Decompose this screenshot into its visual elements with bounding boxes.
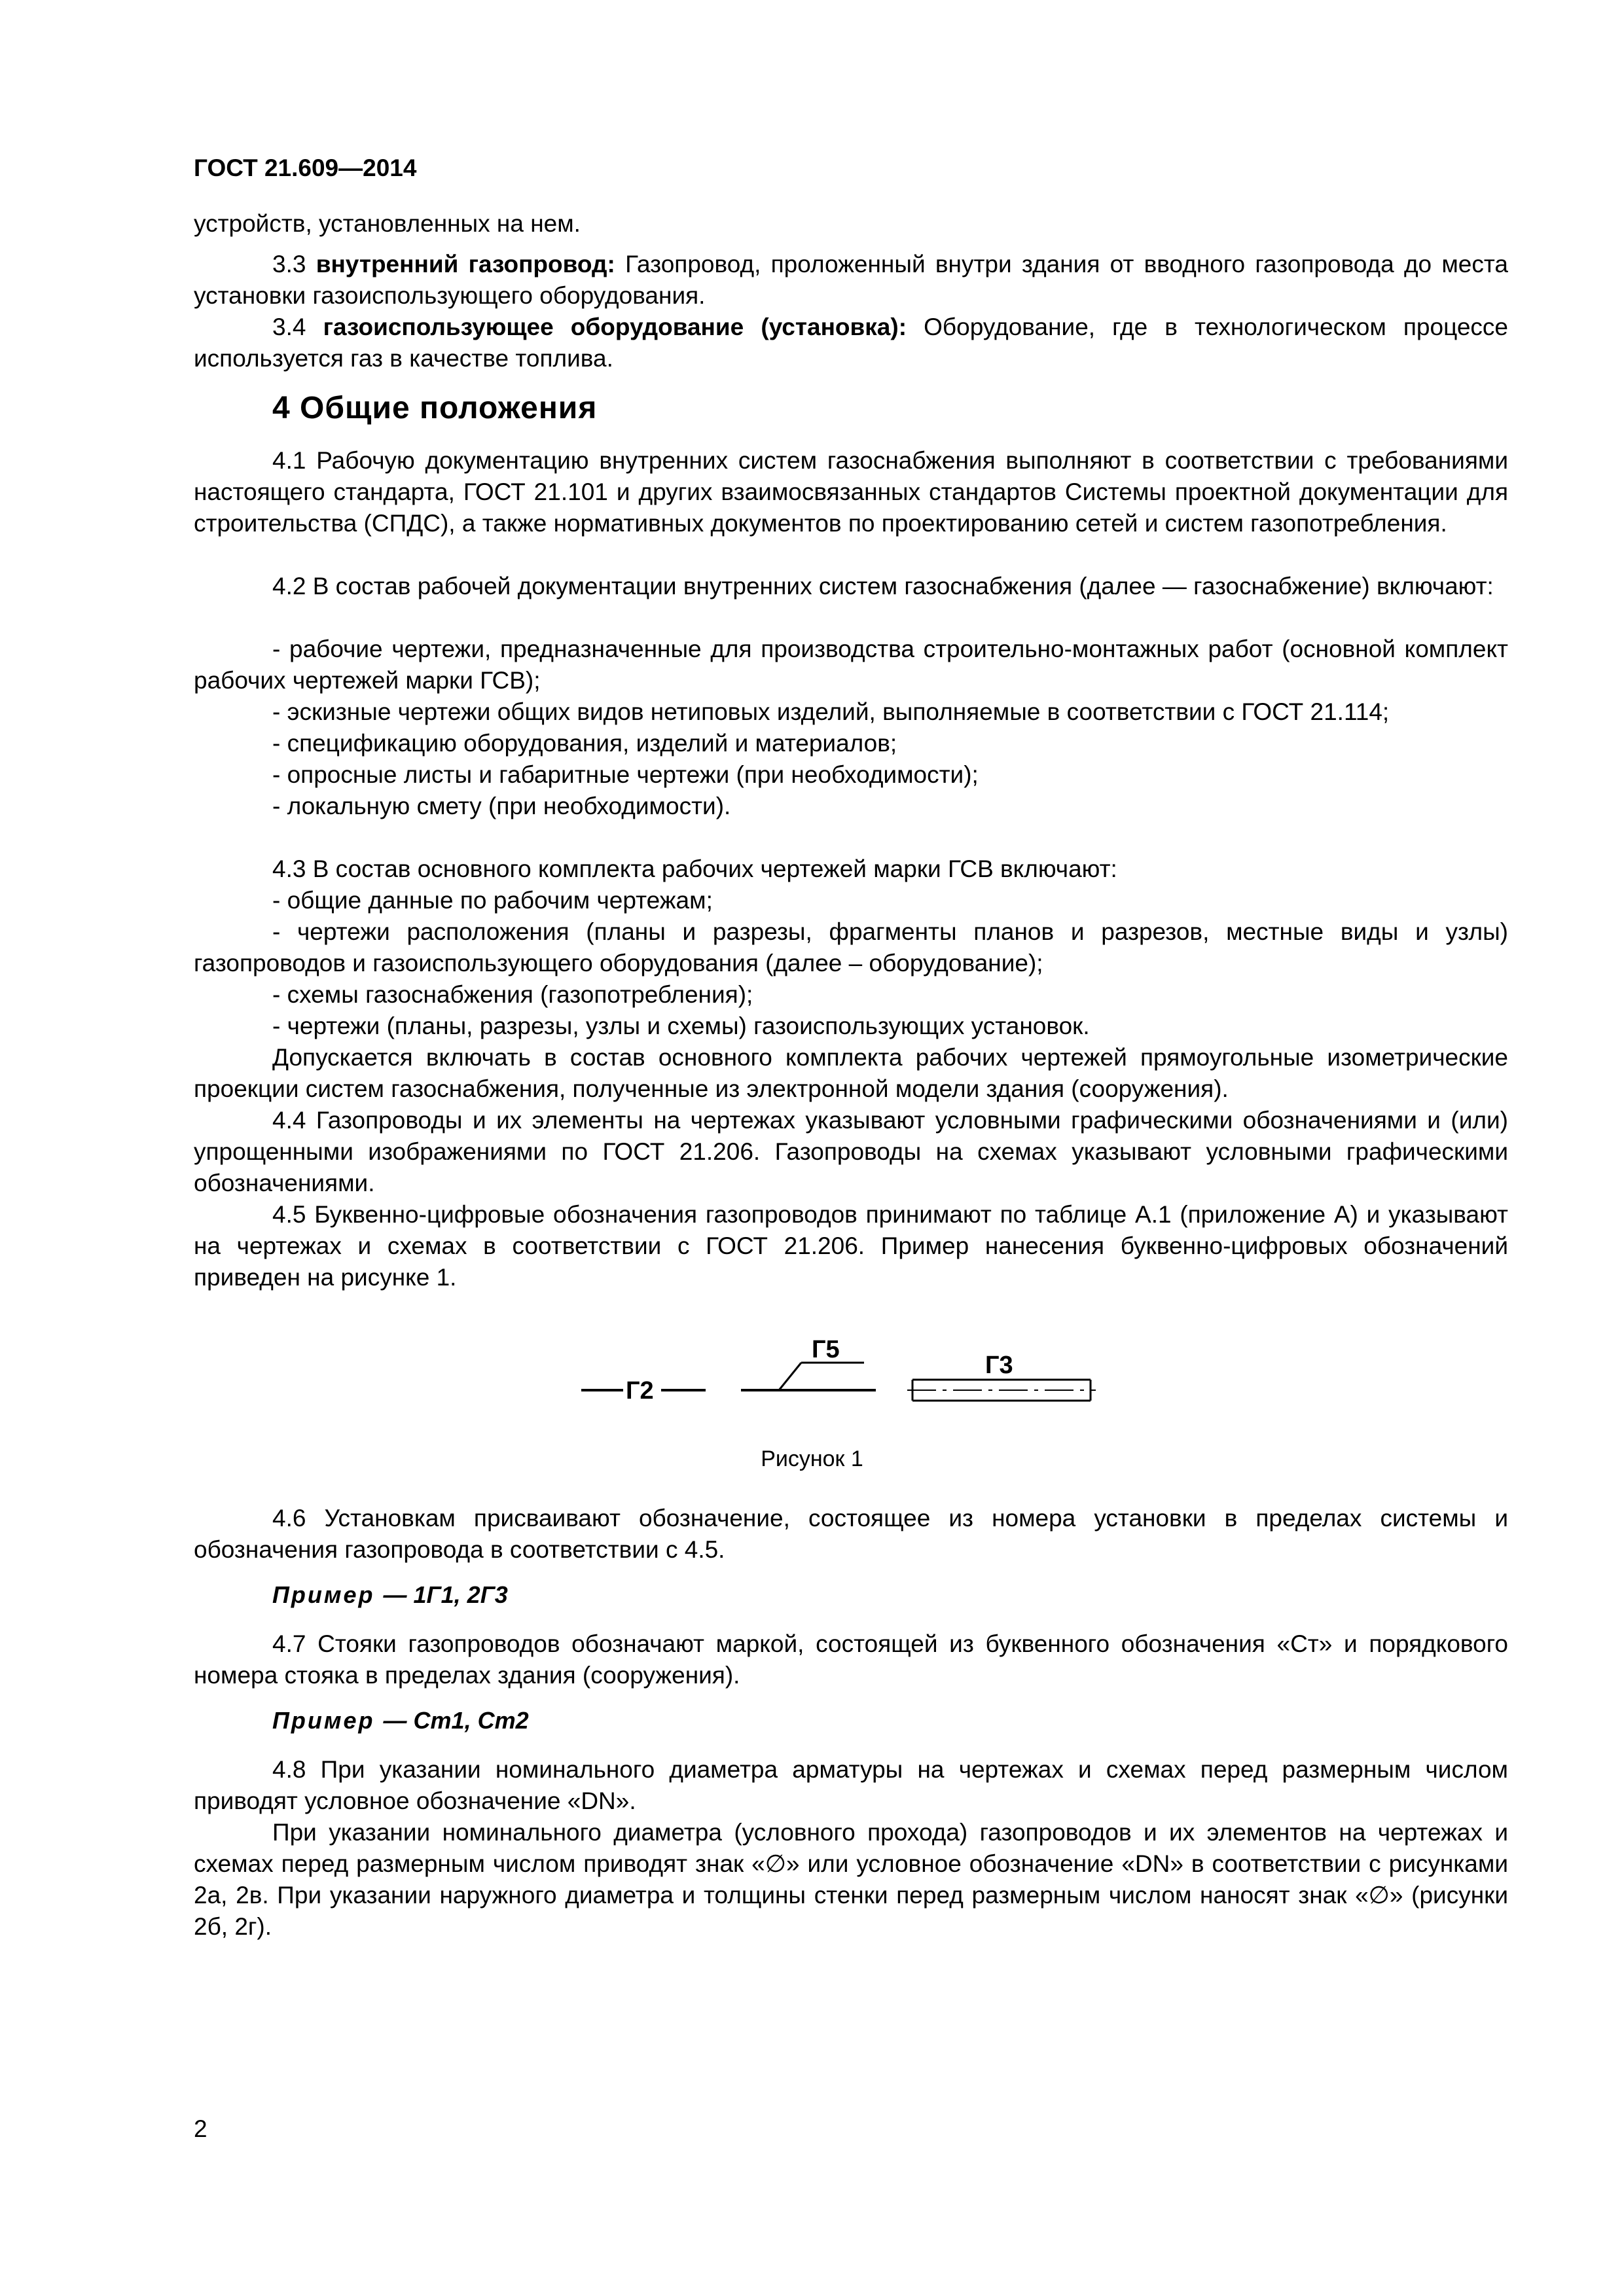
- label-g5: Г5: [812, 1336, 840, 1363]
- list-item: - общие данные по рабочим чертежам;: [272, 887, 713, 914]
- figure-1-pipe-designations: [563, 1316, 1126, 1420]
- paragraph-4-6: 4.6 Установкам присваивают обозначение, состоящее из номера установки в пределах системы и обозначения газопровода в соответствии с 4.5.: [194, 1505, 1508, 1563]
- pipe-g5-leader: [779, 1363, 801, 1390]
- label-g2: Г2: [626, 1377, 654, 1405]
- label-g3: Г3: [985, 1352, 1013, 1379]
- list-item: - чертежи (планы, разрезы, узлы и схемы) газоиспользующих установок.: [272, 1013, 1090, 1039]
- paragraph-4-4: 4.4 Газопроводы и их элементы на чертежах указывают условными графическими обозначениями и (или) упрощенными изображениями по ГОСТ 21.206. Газопроводы на схемах указывают условными графическими обозначениями.: [194, 1107, 1508, 1196]
- section-heading: 4 Общие положения: [272, 391, 598, 425]
- list-item: - чертежи расположения (планы и разрезы, фрагменты планов и разрезов, местные виды и узлы) газопроводов и газоиспользующего оборудования (далее – оборудование);: [194, 918, 1508, 977]
- paragraph-4-2: 4.2 В состав рабочей документации внутренних систем газоснабжения (далее — газоснабжение) включают:: [272, 573, 1494, 600]
- paragraph-4-7: 4.7 Стояки газопроводов обозначают маркой, состоящей из буквенного обозначения «Ст» и порядкового номера стояка в пределах здания (сооружения).: [194, 1630, 1508, 1689]
- document-header: ГОСТ 21.609—2014: [194, 154, 417, 181]
- continuation-text: устройств, установленных на нем.: [194, 210, 581, 237]
- paragraph-4-8-a: 4.8 При указании номинального диаметра арматуры на чертежах и схемах перед размерным числом приводят условное обозначение «DN».: [194, 1756, 1508, 1814]
- list-item: - рабочие чертежи, предназначенные для производства строительно-монтажных работ (основной комплект рабочих чертежей марки ГСВ);: [194, 636, 1508, 694]
- definition-3-4: 3.4 газоиспользующее оборудование (установка): Оборудование, где в технологическом процессе используется газ в качестве топлива.: [194, 314, 1508, 372]
- paragraph-4-5: 4.5 Буквенно-цифровые обозначения газопроводов принимают по таблице А.1 (приложение А) и указывают на чертежах и схемах в соответствии с ГОСТ 21.206. Пример нанесения буквенно-цифровых обозначений приведен на рисунке 1.: [194, 1201, 1508, 1291]
- list-4-3: [194, 885, 1508, 1042]
- list-item: - опросные листы и габаритные чертежи (при необходимости);: [272, 761, 979, 788]
- paragraph-4-8-b: При указании номинального диаметра (условного прохода) газопроводов и их элементов на чертежах и схемах перед размерным числом приводят знак «∅» или условное обозначение «DN» в соответствии с рисунками 2а, 2в. При указании наружного диаметра и толщины стенки перед размерным числом наносят знак «∅» (рисунки 2б, 2г).: [194, 1819, 1508, 1940]
- paragraph-4-3: 4.3 В состав основного комплекта рабочих чертежей марки ГСВ включают:: [272, 855, 1117, 882]
- list-item: - локальную смету (при необходимости).: [272, 793, 731, 819]
- example-2: Пример — Ст1, Ст2: [272, 1707, 529, 1734]
- page-number: 2: [194, 2115, 208, 2142]
- list-item: - спецификацию оборудования, изделий и материалов;: [272, 730, 897, 757]
- list-item: - эскизные чертежи общих видов нетиповых изделий, выполняемые в соответствии с ГОСТ 21.114;: [272, 698, 1390, 725]
- paragraph-4-1: 4.1 Рабочую документацию внутренних систем газоснабжения выполняют в соответствии с требованиями настоящего стандарта, ГОСТ 21.101 и других взаимосвязанных стандартов Системы проектной документации для строительства (СПДС), а также нормативных документов по проектированию сетей и систем газопотребления.: [194, 447, 1508, 537]
- list-4-2: [194, 634, 1508, 822]
- example-1: Пример — 1Г1, 2Г3: [272, 1581, 508, 1608]
- paragraph-4-3-note: Допускается включать в состав основного комплекта рабочих чертежей прямоугольные изометрические проекции систем газоснабжения, полученные из электронной модели здания (сооружения).: [194, 1044, 1508, 1102]
- definition-3-3: 3.3 внутренний газопровод: Газопровод, проложенный внутри здания от вводного газопровода до места установки газоиспользующего оборудования.: [194, 251, 1508, 309]
- list-item: - схемы газоснабжения (газопотребления);: [272, 981, 753, 1008]
- figure-1-caption: Рисунок 1: [761, 1446, 863, 1471]
